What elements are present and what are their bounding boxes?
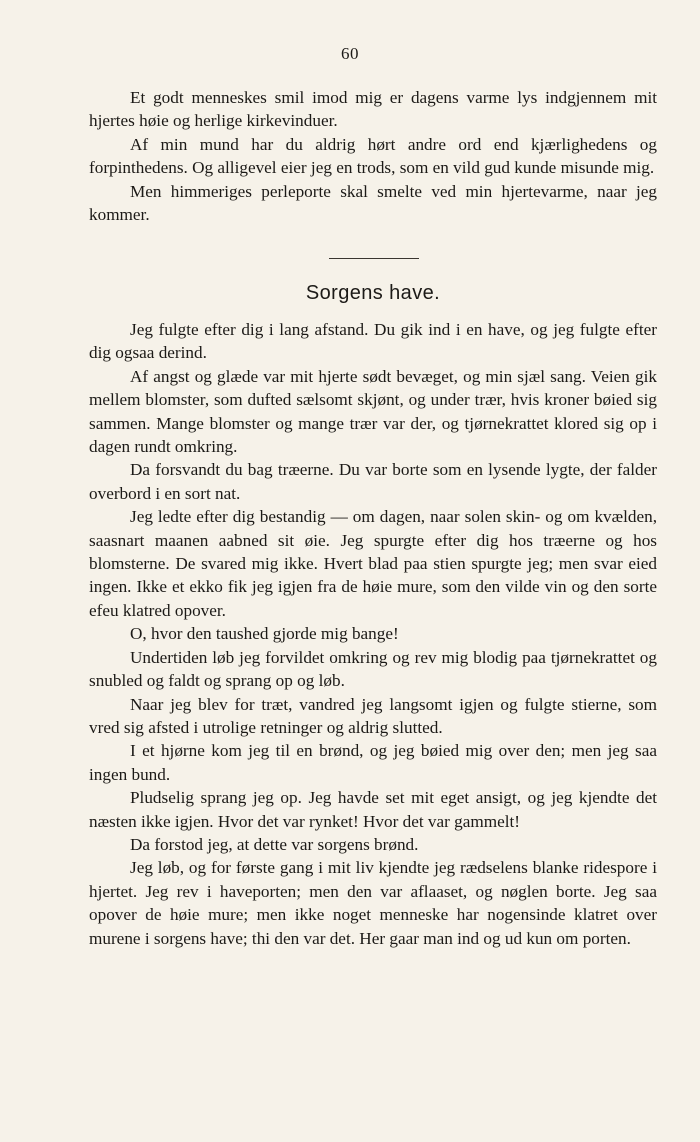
story-paragraph: Undertiden løb jeg forvildet omkring og rev mig blodig paa tjørnekrattet og snubled og faldt og sprang op og løb. <box>89 647 657 691</box>
intro-paragraph: Af min mund har du aldrig hørt andre ord end kjærlighedens og forpinthedens. Og alligevel eier jeg en trods, som en vild gud kunde misunde mig. <box>89 134 657 178</box>
section-title: Sorgens have. <box>305 282 441 304</box>
story-paragraph: Jeg fulgte efter dig i lang afstand. Du gik ind i en have, og jeg fulgte efter dig ogsaa derind. <box>89 320 657 363</box>
story-paragraph: Da forstod jeg, at dette var sorgens brønd. <box>130 834 419 854</box>
section-divider <box>329 258 419 259</box>
page-number: 60 <box>341 44 359 63</box>
story-paragraph: Af angst og glæde var mit hjerte sødt bevæget, og min sjæl sang. Veien gik mellem blomster, som dufted sælsomt skjønt, og under trær, hvis kroner bøied sig sammen. Mange blomster og mange trær var der, og tjørnekrattet klored sig op i dagen rundt omkring. <box>89 366 657 457</box>
story-paragraph: Da forsvandt du bag træerne. Du var borte som en lysende lygte, der falder overbord i en sort nat. <box>89 460 657 503</box>
story-paragraph: Jeg løb, og for første gang i mit liv kjendte jeg rædselens blanke ridespore i hjertet. Jeg rev i haveporten; men den var aflaaset, og nøglen borte. Jeg saa opover de høie mure; men ikke noget menneske har nogensinde klatret over murene i sorgens have; thi den var det. Her gaar man ind og ud kun om porten. <box>89 858 657 948</box>
intro-text <box>89 86 657 226</box>
intro-paragraph: Et godt menneskes smil imod mig er dagens varme lys indgjennem mit hjertes høie og herlige kirkevinduer. <box>89 88 657 131</box>
story-paragraph: Jeg ledte efter dig bestandig — om dagen, naar solen skin- og om kvælden, saasnart maanen aabned sit øie. Jeg spurgte efter dig hos træerne og hos blomsterne. De svared mig ikke. Hvert blad paa stien spurgte jeg; men svar eied ingen. Ikke et ekko fik jeg igjen fra de høie mure, som den vilde vin og den sorte efeu klatred opover. <box>89 507 657 620</box>
story-paragraph: Pludselig sprang jeg op. Jeg havde set mit eget ansigt, og jeg kjendte det næsten ikke igjen. Hvor det var rynket! Hvor det var gammelt! <box>89 788 657 831</box>
story-paragraph: I et hjørne kom jeg til en brønd, og jeg bøied mig over den; men jeg saa ingen bund. <box>89 741 657 784</box>
story-text <box>89 318 657 950</box>
story-paragraph: O, hvor den taushed gjorde mig bange! <box>130 624 399 644</box>
story-paragraph: Naar jeg blev for træt, vandred jeg langsomt igjen og fulgte stierne, som vred sig afsted i utrolige retninger og aldrig slutted. <box>89 694 657 737</box>
intro-paragraph: Men himmeriges perleporte skal smelte ved min hjertevarme, naar jeg kommer. <box>89 181 657 225</box>
